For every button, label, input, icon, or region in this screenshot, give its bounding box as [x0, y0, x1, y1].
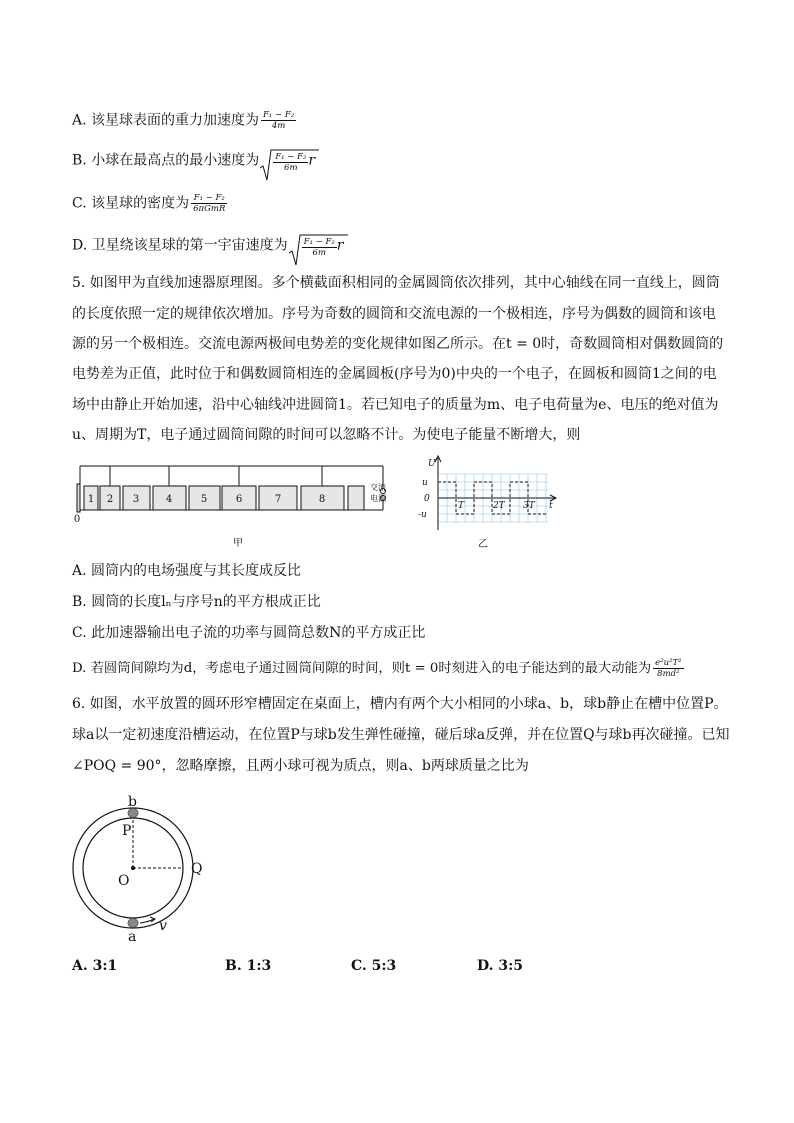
- q5-option-c: C. 此加速器输出电子流的功率与圆筒总数N的平方成正比: [72, 625, 426, 641]
- q4-option-c-text: C. 该星球的密度为: [72, 195, 190, 212]
- q5-option-a: A. 圆筒内的电场强度与其长度成反比: [72, 563, 302, 579]
- tube-label-8: 8: [318, 494, 326, 505]
- tube-label-6: 6: [235, 494, 243, 505]
- tube-label-3: 3: [132, 494, 140, 505]
- fraction-denominator: 6m: [312, 248, 326, 258]
- sqrt-symbol: [259, 148, 308, 173]
- q5-option-b: B. 圆筒的长度lₙ与序号n的平方根成正比: [72, 594, 321, 610]
- q6-option-c: C. 5:3: [351, 958, 397, 974]
- tube-label-7: 7: [274, 494, 282, 505]
- q5-option-d-text: D. 若圆筒间隙均为d，考虑电子通过圆筒间隙的时间，则t = 0时刻进入的电子能达到的最大动能为: [72, 661, 652, 676]
- y-tick-neg-u: -u: [418, 510, 427, 520]
- q5-stem-line-4: 电势差为正值，此时位于和偶数圆筒相连的金属圆板(序号为0)中央的一个电子，在圆板和圆筒1之间的电: [72, 366, 717, 382]
- q6-option-d: D. 3:5: [477, 958, 524, 974]
- q4-option-c: [72, 193, 227, 214]
- q4-option-d-text: D. 卫星绕该星球的第一宇宙速度为: [72, 237, 288, 254]
- q6-stem-line-3: ∠POQ = 90°，忽略摩擦，且两小球可视为质点，则a、b两球质量之比为: [72, 758, 529, 774]
- ac-source-label-1: 交流: [370, 483, 386, 492]
- x-tick-2T: 2T: [493, 501, 505, 511]
- q4-option-b-text: B. 小球在最高点的最小速度为: [72, 152, 260, 169]
- fraction-numerator: F₁ − F₂: [263, 110, 295, 120]
- y-tick-u: u: [422, 478, 428, 488]
- ring-groove-diagram: [68, 793, 218, 943]
- q4-option-b-tail: r: [308, 152, 316, 169]
- q5-stem-line-3: 源的另一个极相连。交流电源两极间电势差的变化规律如图乙所示。在t = 0时，奇数圆筒相对偶数圆筒的: [72, 336, 724, 352]
- q4-option-a-fraction: [261, 110, 296, 131]
- fraction-denominator: 8md²: [657, 669, 680, 679]
- q6-stem-line-2: 球a以一定初速度沿槽运动，在位置P与球b发生弹性碰撞，碰后球a反弹，并在位置Q与球b再次碰撞。已知: [72, 727, 730, 743]
- fraction-numerator: F₁ − F₂: [275, 152, 307, 162]
- tube-label-5: 5: [200, 494, 208, 505]
- q4-option-a: [72, 110, 296, 131]
- figure-caption-jia: 甲: [233, 538, 243, 549]
- label-O: O: [118, 873, 130, 889]
- fraction-denominator: 6m: [284, 163, 298, 173]
- q4-option-a-text: A. 该星球表面的重力加速度为: [72, 112, 260, 129]
- voltage-time-graph: [410, 452, 560, 552]
- x-tick-T: T: [458, 501, 465, 511]
- x-tick-3T: 3T: [523, 501, 535, 511]
- q5-stem-line-6: u、周期为T，电子通过圆筒间隙的时间可以忽略不计。为使电子能量不断增大，则: [72, 427, 581, 443]
- q5-stem-line-5: 场中由静止开始加速，沿中心轴线冲进圆筒1。若已知电子的质量为m、电子电荷量为e、电压的绝对值为: [72, 397, 719, 413]
- q6-option-a: A. 3:1: [72, 958, 118, 974]
- figure-caption-yi: 乙: [478, 539, 488, 550]
- q5-option-d: [72, 658, 684, 679]
- ac-source-label-2: 电源: [370, 494, 386, 503]
- q5-stem-line-1: 5. 如图甲为直线加速器原理图。多个横截面积相同的金属圆筒依次排列，其中心轴线在同一直线上，圆筒: [72, 275, 720, 291]
- q4-option-c-fraction: [191, 193, 227, 214]
- fraction-denominator: 6πGmR: [193, 204, 226, 214]
- q5-option-d-fraction: [653, 658, 683, 679]
- q4-option-d-tail: r: [336, 237, 344, 254]
- q4-option-d: [72, 233, 343, 258]
- fraction-numerator: e²u²T²: [655, 658, 682, 668]
- label-b: b: [128, 794, 137, 810]
- label-Q: Q: [191, 861, 203, 877]
- sqrt-symbol: [288, 233, 337, 258]
- tube-label-4: 4: [165, 494, 173, 505]
- fraction-numerator: F₁ − F₂: [191, 193, 227, 204]
- label-a: a: [128, 929, 137, 943]
- tube-label-2: 2: [106, 494, 114, 505]
- y-tick-0: 0: [424, 494, 430, 504]
- y-axis-label: U: [428, 459, 436, 469]
- label-v: v: [159, 918, 167, 934]
- tube-label-1: 1: [87, 494, 95, 505]
- ball-a: [128, 919, 138, 928]
- q4-option-b: [72, 148, 315, 173]
- fraction-numerator: F₁ − F₂: [303, 237, 335, 247]
- label-P: P: [122, 823, 132, 839]
- q5-stem-line-2: 的长度依照一定的规律依次增加。序号为奇数的圆筒和交流电源的一个极相连，序号为偶数的圆筒和该电: [72, 306, 716, 322]
- x-axis-label: t: [549, 501, 553, 511]
- q6-option-b: B. 1:3: [225, 958, 272, 974]
- q6-stem-line-1: 6. 如图，水平放置的圆环形窄槽固定在桌面上，槽内有两个大小相同的小球a、b，球b静止在槽中位置P。: [72, 696, 728, 712]
- plate-label-0: 0: [73, 514, 81, 525]
- fraction-denominator: 4m: [271, 121, 286, 131]
- linear-accelerator-diagram: [70, 458, 400, 550]
